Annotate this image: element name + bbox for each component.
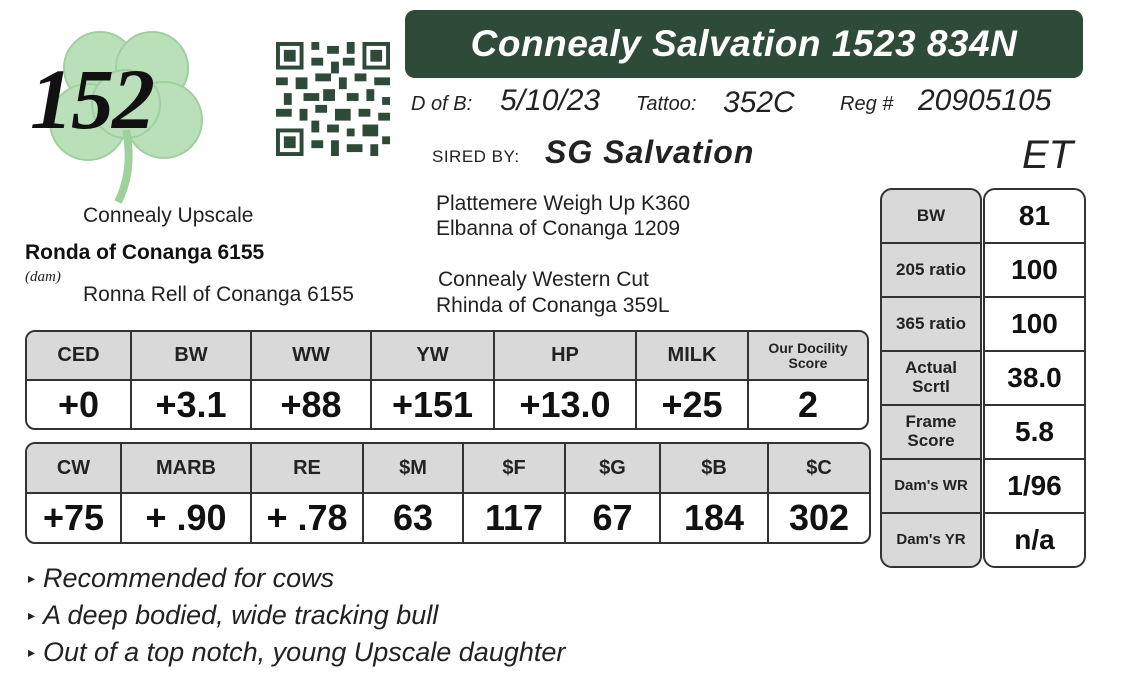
epd-header-cw: CW (27, 444, 122, 492)
tattoo-value: 352C (723, 86, 795, 119)
epd-header-ww: WW (252, 332, 372, 379)
remark-item (28, 600, 438, 631)
epd-header-c: $C (806, 456, 832, 479)
stat-value-205-ratio: 100 (985, 244, 1084, 298)
epd-header-marb: MARB (122, 444, 252, 492)
epd-header-milk: MILK (637, 332, 749, 379)
remark-item (28, 563, 334, 594)
bullet-icon: ▸ (28, 644, 36, 660)
qr-code[interactable] (276, 42, 390, 156)
epd-table-2-values (27, 494, 869, 542)
bull-name-title: Connealy Salvation 1523 834N (470, 23, 1018, 64)
stat-label-frame-score: Frame Score (882, 406, 980, 460)
epd-table-2-header (27, 444, 869, 494)
epd-header-hp: HP (495, 332, 637, 379)
stat-label-dams-wr: Dam's WR (882, 460, 980, 514)
epd-header-ced: CED (27, 332, 132, 379)
sire-dam-dam: Rhinda of Conanga 359L (436, 294, 670, 317)
sire-dam-sire: Connealy Western Cut (438, 268, 649, 291)
epd-value-re: + .78 (252, 494, 364, 542)
stat-label-365-ratio: 365 ratio (882, 298, 980, 352)
epd-table-2 (25, 442, 871, 544)
dam-name: Ronda of Conanga 6155 (25, 241, 265, 264)
stat-label-bw: BW (882, 190, 980, 244)
dam-tag: (dam) (25, 269, 61, 285)
epd-header-bw: BW (132, 332, 252, 379)
epd-value-bw: +3.1 (132, 381, 252, 428)
epd-value-milk: +25 (637, 381, 749, 428)
stat-label-dams-yr: Dam's YR (896, 530, 966, 548)
epd-table-1 (25, 330, 869, 430)
stat-value-scrotal: 38.0 (985, 352, 1084, 406)
reg-value: 20905105 (918, 84, 1052, 117)
stat-value-frame-score: 5.8 (985, 406, 1084, 460)
stat-value-365-ratio: 100 (985, 298, 1084, 352)
remark-text: Out of a top notch, young Upscale daughter (43, 637, 566, 667)
epd-header-m: $M (364, 444, 464, 492)
remark-text: A deep bodied, wide tracking bull (43, 600, 439, 630)
epd-value-m: 63 (364, 494, 464, 542)
epd-header-docility: Our Docility Score (768, 339, 848, 371)
epd-value-c: 302 (788, 497, 850, 538)
sired-by-label: SIRED BY: (432, 147, 520, 166)
reg-label: Reg # (840, 93, 894, 115)
dam-dam: Ronna Rell of Conanga 6155 (83, 283, 354, 306)
epd-value-ced: +0 (27, 381, 132, 428)
tattoo-label: Tattoo: (636, 93, 697, 115)
et-mark: ET (1022, 133, 1074, 177)
epd-header-f: $F (464, 444, 566, 492)
stat-label-scrotal: Actual Scrtl (882, 352, 980, 406)
lot-number: 152 (30, 51, 153, 147)
bullet-icon: ▸ (28, 607, 36, 623)
epd-value-ww: +88 (252, 381, 372, 428)
epd-header-re: RE (252, 444, 364, 492)
bullet-icon: ▸ (28, 570, 36, 586)
epd-value-b: 184 (661, 494, 769, 542)
epd-header-yw: YW (372, 332, 495, 379)
sire-name: SG Salvation (545, 134, 755, 170)
dob-value: 5/10/23 (500, 84, 601, 117)
epd-table-1-values (27, 381, 867, 428)
stat-value-dams-yr: n/a (1014, 524, 1055, 555)
dob-label: D of B: (411, 93, 473, 115)
epd-value-g: 67 (566, 494, 661, 542)
epd-value-f: 117 (464, 494, 566, 542)
remark-item (28, 637, 565, 668)
remark-text: Recommended for cows (43, 563, 335, 593)
stats-label-column (880, 188, 982, 568)
sire-dam: Elbanna of Conanga 1209 (436, 217, 681, 240)
sire-sire: Plattemere Weigh Up K360 (436, 192, 691, 215)
epd-header-g: $G (566, 444, 661, 492)
dam-sire: Connealy Upscale (83, 204, 254, 227)
epd-table-1-header (27, 332, 867, 381)
epd-value-docility: 2 (797, 383, 819, 425)
epd-value-hp: +13.0 (495, 381, 637, 428)
epd-header-b: $B (661, 444, 769, 492)
stat-value-bw: 81 (985, 190, 1084, 244)
epd-value-marb: + .90 (122, 494, 252, 542)
stats-value-column (983, 188, 1086, 568)
epd-value-cw: +75 (27, 494, 122, 542)
stat-value-dams-wr: 1/96 (985, 460, 1084, 514)
stat-label-205-ratio: 205 ratio (882, 244, 980, 298)
epd-value-yw: +151 (372, 381, 495, 428)
